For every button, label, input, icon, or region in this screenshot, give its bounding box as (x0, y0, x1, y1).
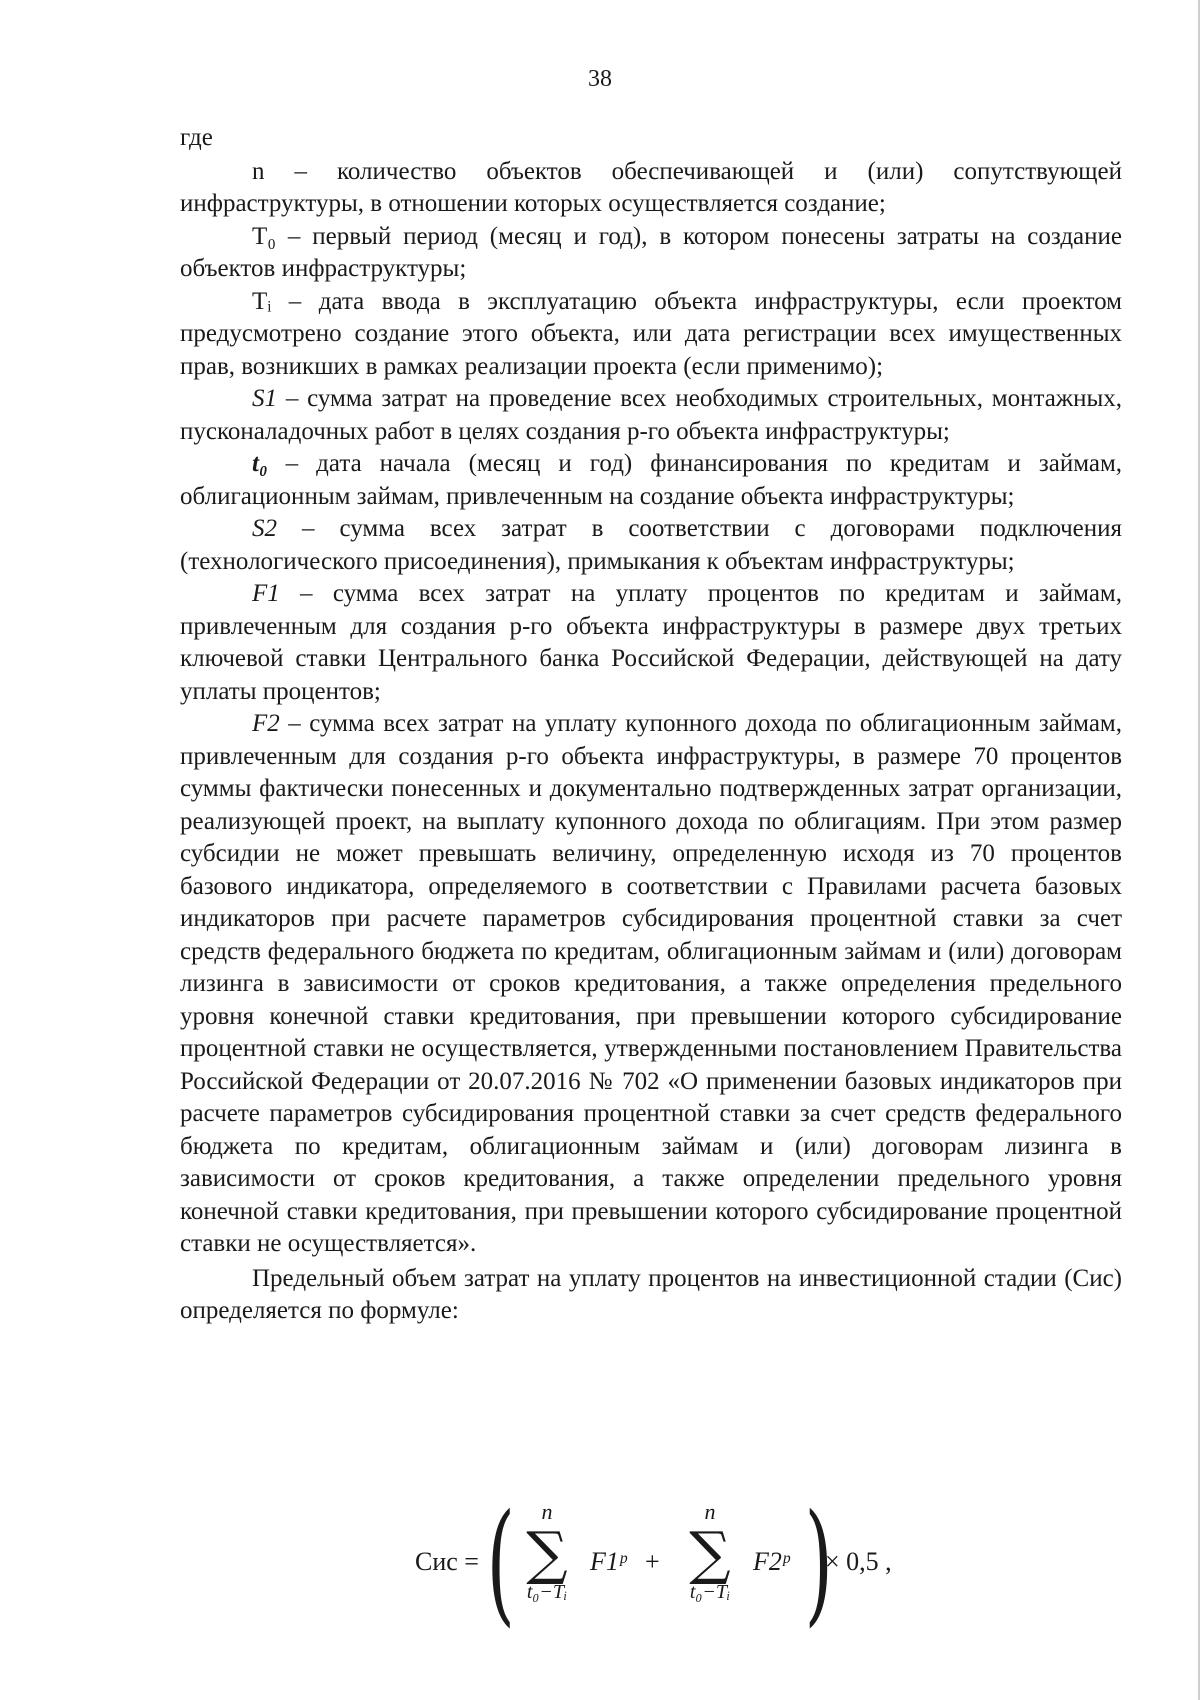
sum-upper-limit: n (704, 1499, 716, 1524)
page-number: 38 (588, 66, 612, 92)
sum-lower-limit: t₀−Tᵢ (689, 1581, 731, 1603)
def-text: сумма всех затрат на уплату купонного дохода по облигационным займам, привлеченным для создания р-го объекта инфраструктуры, в размере 70 процентов суммы фактически понесенных и документально подтвержденных затрат организации, реализующей проект, на выплату купонного дохода по облигациям. При этом размер субсидии не может превышать величину, определенную исходя из 70 процентов базового индикатора, определяемого в соответствии с Правилами расчета базовых индикаторов при расчете параметров субсидирования процентной ставки за счет средств федерального бюджета по кредитам, облигационным займам и (или) договорам лизинга в зависимости от сроков кредитования, а также определения предельного уровня конечной ставки кредитования, при превышении которого субсидирование процентной ставки не осуществляется, утвержденными постановлением Правительства Российской Федерации от 20.07.2016 № 702 «О применении базовых индикаторов при расчете параметров субсидирования процентной ставки за счет средств федерального бюджета по кредитам, облигационным займам и (или) договорам лизинга в зависимости от сроков кредитования, а также определении предельного уровня конечной ставки кредитования, при превышении которого субсидирование процентной ставки не осуществляется». (180, 710, 1122, 1257)
def-symbol: S1 (252, 385, 277, 412)
sum-sign: ∑ (526, 1519, 568, 1587)
def-dash: – (285, 450, 299, 477)
definition-t0-lower (180, 448, 1122, 513)
def-dash: – (301, 515, 315, 542)
def-text: сумма всех затрат на уплату процентов по кредитам и займам, привлеченным для создания р-го объекта инфраструктуры в размере двух третьих ключевой ставки Центрального банка Российской Федерации, действующей на дату уплаты процентов; (180, 580, 1123, 705)
def-dash: – (287, 222, 301, 250)
formula-intro-paragraph: Предельный объем затрат на уплату процентов на инвестиционной стадии (Сис) определяется по формуле: (180, 1264, 1122, 1324)
sum-upper-limit: n (541, 1499, 553, 1524)
sum-sign: ∑ (689, 1519, 731, 1587)
formula-sum-2 (670, 1499, 750, 1604)
formula-term-f1: F1ᵖ (590, 1547, 627, 1576)
def-dash: – (288, 710, 301, 737)
definition-t0 (180, 221, 1122, 286)
document-body (180, 122, 1122, 1328)
def-text: сумма затрат на проведение всех необходимых строительных, монтажных, пусконаладочных работ в целях создания р-го объекта инфраструктуры; (180, 385, 1123, 445)
def-dash: – (294, 157, 307, 185)
intro-word: где (180, 124, 213, 151)
def-text: дата ввода в эксплуатацию объекта инфраструктуры, если проектом предусмотрено создание этого объекта, или дата регистрации всех имущественных прав, возникших в рамках реализации проекта (если применимо); (180, 287, 1123, 380)
def-symbol: t₀ (252, 450, 268, 477)
definition-ti (180, 286, 1122, 384)
definition-s1 (180, 383, 1122, 448)
definition-f1 (180, 578, 1122, 708)
sum-lower-limit: t₀−Tᵢ (526, 1581, 568, 1603)
formula-tail: × 0,5 , (825, 1547, 892, 1576)
def-symbol: n (252, 157, 265, 185)
def-text: сумма всех затрат в соответствии с договорами подключения (технологического присоединения), примыкания к объектам инфраструктуры; (180, 515, 1123, 575)
def-text: количество объектов обеспечивающей и (или) сопутствующей инфраструктуры, в отношении которых осуществляется создание; (180, 157, 1122, 217)
formula-plus: + (645, 1547, 660, 1576)
def-dash: – (300, 580, 313, 607)
formula-lhs: Сис = (415, 1547, 479, 1576)
def-text: первый период (месяц и год), в котором понесены затраты на создание объектов инфраструктуры; (180, 222, 1122, 282)
def-symbol: Tᵢ (252, 287, 272, 315)
formula-term-f2: F2ᵖ (753, 1547, 790, 1576)
definition-s2 (180, 513, 1122, 578)
def-symbol: F1 (252, 580, 280, 607)
definition-f2 (180, 708, 1122, 1261)
def-dash: – (285, 385, 299, 412)
def-text: дата начала (месяц и год) финансирования по кредитам и займам, облигационным займам, привлеченным на создание объекта инфраструктуры; (180, 450, 1123, 510)
def-symbol: F2 (252, 710, 280, 737)
formula-c-is (415, 1486, 915, 1640)
formula-sum-1 (507, 1499, 587, 1604)
def-symbol: S2 (252, 515, 277, 542)
formula-right-paren: ) (804, 1486, 833, 1640)
definition-n (180, 156, 1122, 221)
def-dash: – (288, 287, 302, 315)
def-symbol: T₀ (252, 222, 276, 250)
formula-left-paren: ( (486, 1486, 515, 1640)
